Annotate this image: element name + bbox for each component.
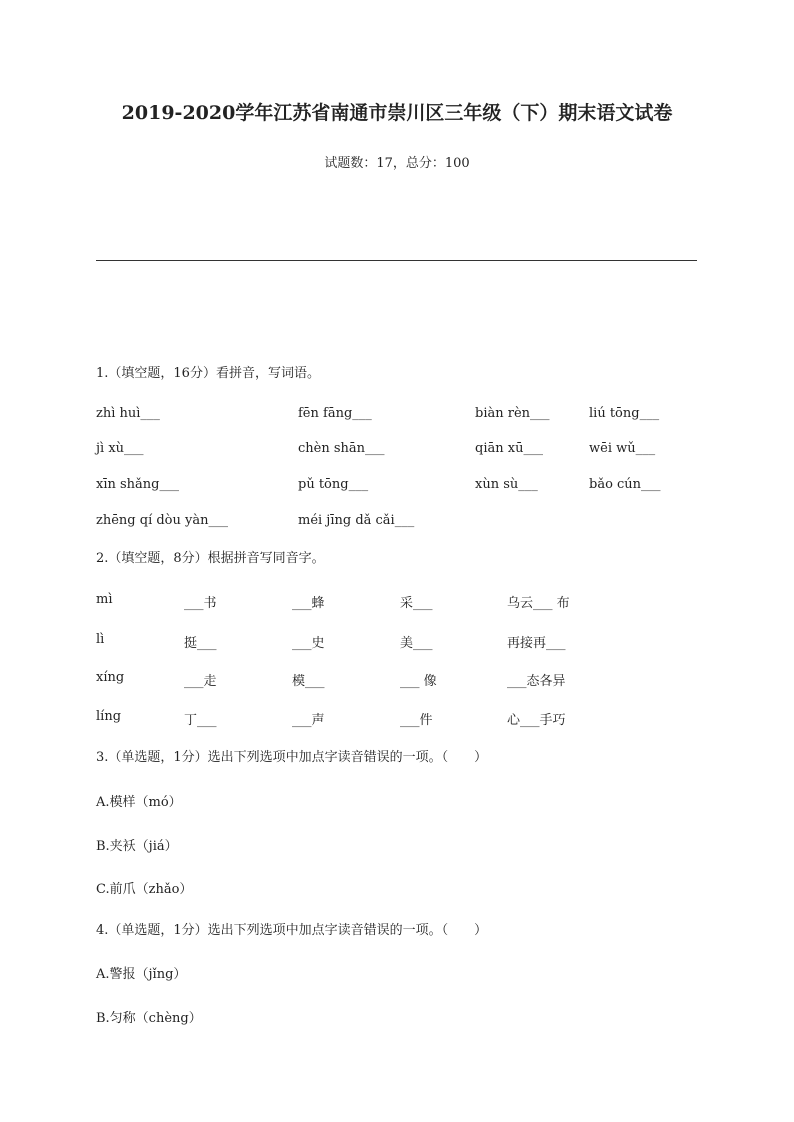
homophone-pinyin: xíng bbox=[96, 670, 125, 685]
pinyin-item: pǔ tōng___ bbox=[298, 477, 369, 492]
homophone-blank: 采___ bbox=[400, 596, 433, 611]
option-b[interactable]: B.夹袄（jiá） bbox=[96, 839, 178, 854]
question-1-title: 1.（填空题，16分）看拼音，写词语。 bbox=[96, 366, 320, 381]
pinyin-item: méi jīng dǎ cǎi___ bbox=[298, 513, 415, 528]
pinyin-item: fēn fāng___ bbox=[298, 406, 372, 421]
homophone-blank: ___件 bbox=[400, 713, 433, 728]
exam-summary: 试题数：17，总分：100 bbox=[324, 156, 470, 171]
question-4-title: 4.（单选题，1分）选出下列选项中加点字读音错误的一项。（ ） bbox=[96, 923, 488, 938]
pinyin-item: wēi wǔ___ bbox=[589, 441, 656, 456]
pinyin-item: zhēng qí dòu yàn___ bbox=[96, 513, 228, 528]
homophone-blank: 挺___ bbox=[184, 636, 217, 651]
homophone-blank: 美___ bbox=[400, 636, 433, 651]
option-a[interactable]: A.警报（jǐng） bbox=[96, 967, 187, 982]
option-a[interactable]: A.模样（mó） bbox=[96, 795, 182, 810]
pinyin-item: liú tōng___ bbox=[589, 406, 660, 421]
pinyin-item: qiān xū___ bbox=[475, 441, 543, 456]
page-title: 2019-2020学年江苏省南通市崇川区三年级（下）期末语文试卷 bbox=[121, 102, 673, 124]
homophone-blank: 乌云___ 布 bbox=[507, 596, 570, 611]
homophone-blank: 再接再___ bbox=[507, 636, 566, 651]
homophone-pinyin: mì bbox=[96, 592, 113, 607]
homophone-blank: ___书 bbox=[184, 596, 217, 611]
pinyin-item: zhì huì___ bbox=[96, 406, 160, 421]
question-3-title: 3.（单选题，1分）选出下列选项中加点字读音错误的一项。（ ） bbox=[96, 750, 488, 765]
option-b[interactable]: B.匀称（chèng） bbox=[96, 1011, 202, 1026]
question-2-title: 2.（填空题，8分）根据拼音写同音字。 bbox=[96, 551, 325, 566]
homophone-pinyin: lì bbox=[96, 632, 105, 647]
homophone-blank: ___蜂 bbox=[292, 596, 325, 611]
homophone-blank: ___史 bbox=[292, 636, 325, 651]
homophone-blank: 心___手巧 bbox=[507, 713, 566, 728]
homophone-blank: ___走 bbox=[184, 674, 217, 689]
pinyin-item: xīn shǎng___ bbox=[96, 477, 179, 492]
option-c[interactable]: C.前爪（zhǎo） bbox=[96, 882, 193, 897]
homophone-blank: ___声 bbox=[292, 713, 325, 728]
homophone-pinyin: líng bbox=[96, 709, 122, 724]
pinyin-item: chèn shān___ bbox=[298, 441, 385, 456]
divider bbox=[96, 260, 697, 261]
homophone-blank: 模___ bbox=[292, 674, 325, 689]
homophone-blank: ___态各异 bbox=[507, 674, 566, 689]
pinyin-item: xùn sù___ bbox=[475, 477, 538, 492]
pinyin-item: jì xù___ bbox=[96, 441, 144, 456]
homophone-blank: 丁___ bbox=[184, 713, 217, 728]
pinyin-item: bǎo cún___ bbox=[589, 477, 661, 492]
homophone-blank: ___ 像 bbox=[400, 674, 437, 689]
pinyin-item: biàn rèn___ bbox=[475, 406, 550, 421]
